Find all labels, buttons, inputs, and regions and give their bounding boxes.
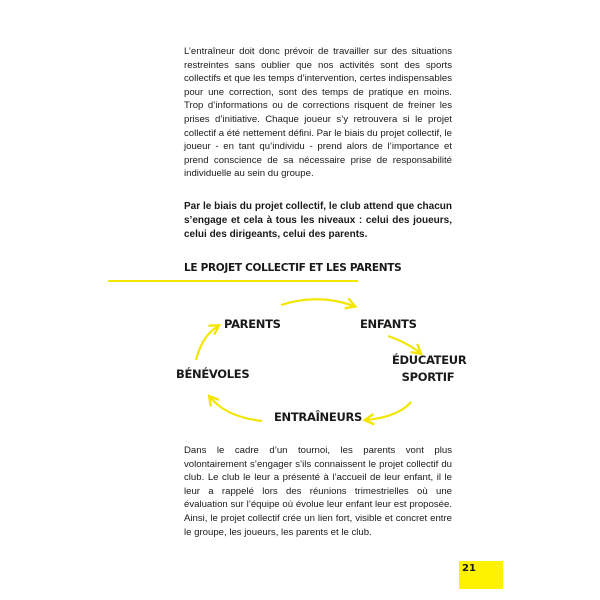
page-number-box xyxy=(459,561,503,589)
arrow-enfants-to-educateur xyxy=(388,336,420,353)
node-educateur-line1: ÉDUCATEUR xyxy=(392,353,467,367)
node-enfants: ENFANTS xyxy=(360,317,417,331)
section-title: LE PROJET COLLECTIF ET LES PARENTS xyxy=(184,262,402,274)
arrow-parents-to-enfants xyxy=(281,299,354,306)
arrow-benevoles-to-parents xyxy=(196,326,218,360)
node-entraineurs: ENTRAÎNEURS xyxy=(274,410,363,424)
arrow-entraineurs-to-benevoles xyxy=(210,397,262,421)
node-parents: PARENTS xyxy=(224,317,281,331)
node-benevoles: BÉNÉVOLES xyxy=(176,367,250,381)
node-educateur-sportif xyxy=(392,352,467,386)
closing-paragraph: Dans le cadre d’un tournoi, les parents vont plus volontairement s’engager s’ils connaissent le projet collectif du club. Le club le leur a présenté à l’accueil de leur enfant, il le leur a rappelé lors des réunions trimestrielles où une évaluation sur l’équipe où évolue leur enfant leur est proposée. Ainsi, le projet collectif crée un lien fort, visible et concret entre le groupe, les joueurs, les parents et le club. xyxy=(184,445,452,538)
bold-paragraph: Par le biais du projet collectif, le club attend que chacun s’engage et cela à tous les niveaux : celui des joueurs, celui des dirigeants, celui des parents. xyxy=(184,201,452,240)
page-number: 21 xyxy=(462,563,476,574)
arrow-educateur-to-entraineurs xyxy=(366,402,411,420)
intro-paragraph: L’entraîneur doit donc prévoir de travailler sur des situations restreintes sans oublier que nos activités sont des sports collectifs et que les temps d’intervention, certes indispensables pour une correction, sont des temps de pratique en moins. Trop d’informations ou de corrections risquent de freiner les prises d’initiative. Chaque joueur s’y retrouvera si le projet collectif a été nettement défini. Par le biais du projet collectif, le joueur - en tant qu’individu - prend alors de l’importance et prend conscience de sa nécessaire prise de responsabilité individuelle au sein du groupe. xyxy=(184,46,452,180)
node-educateur-line2: SPORTIF xyxy=(401,370,455,384)
